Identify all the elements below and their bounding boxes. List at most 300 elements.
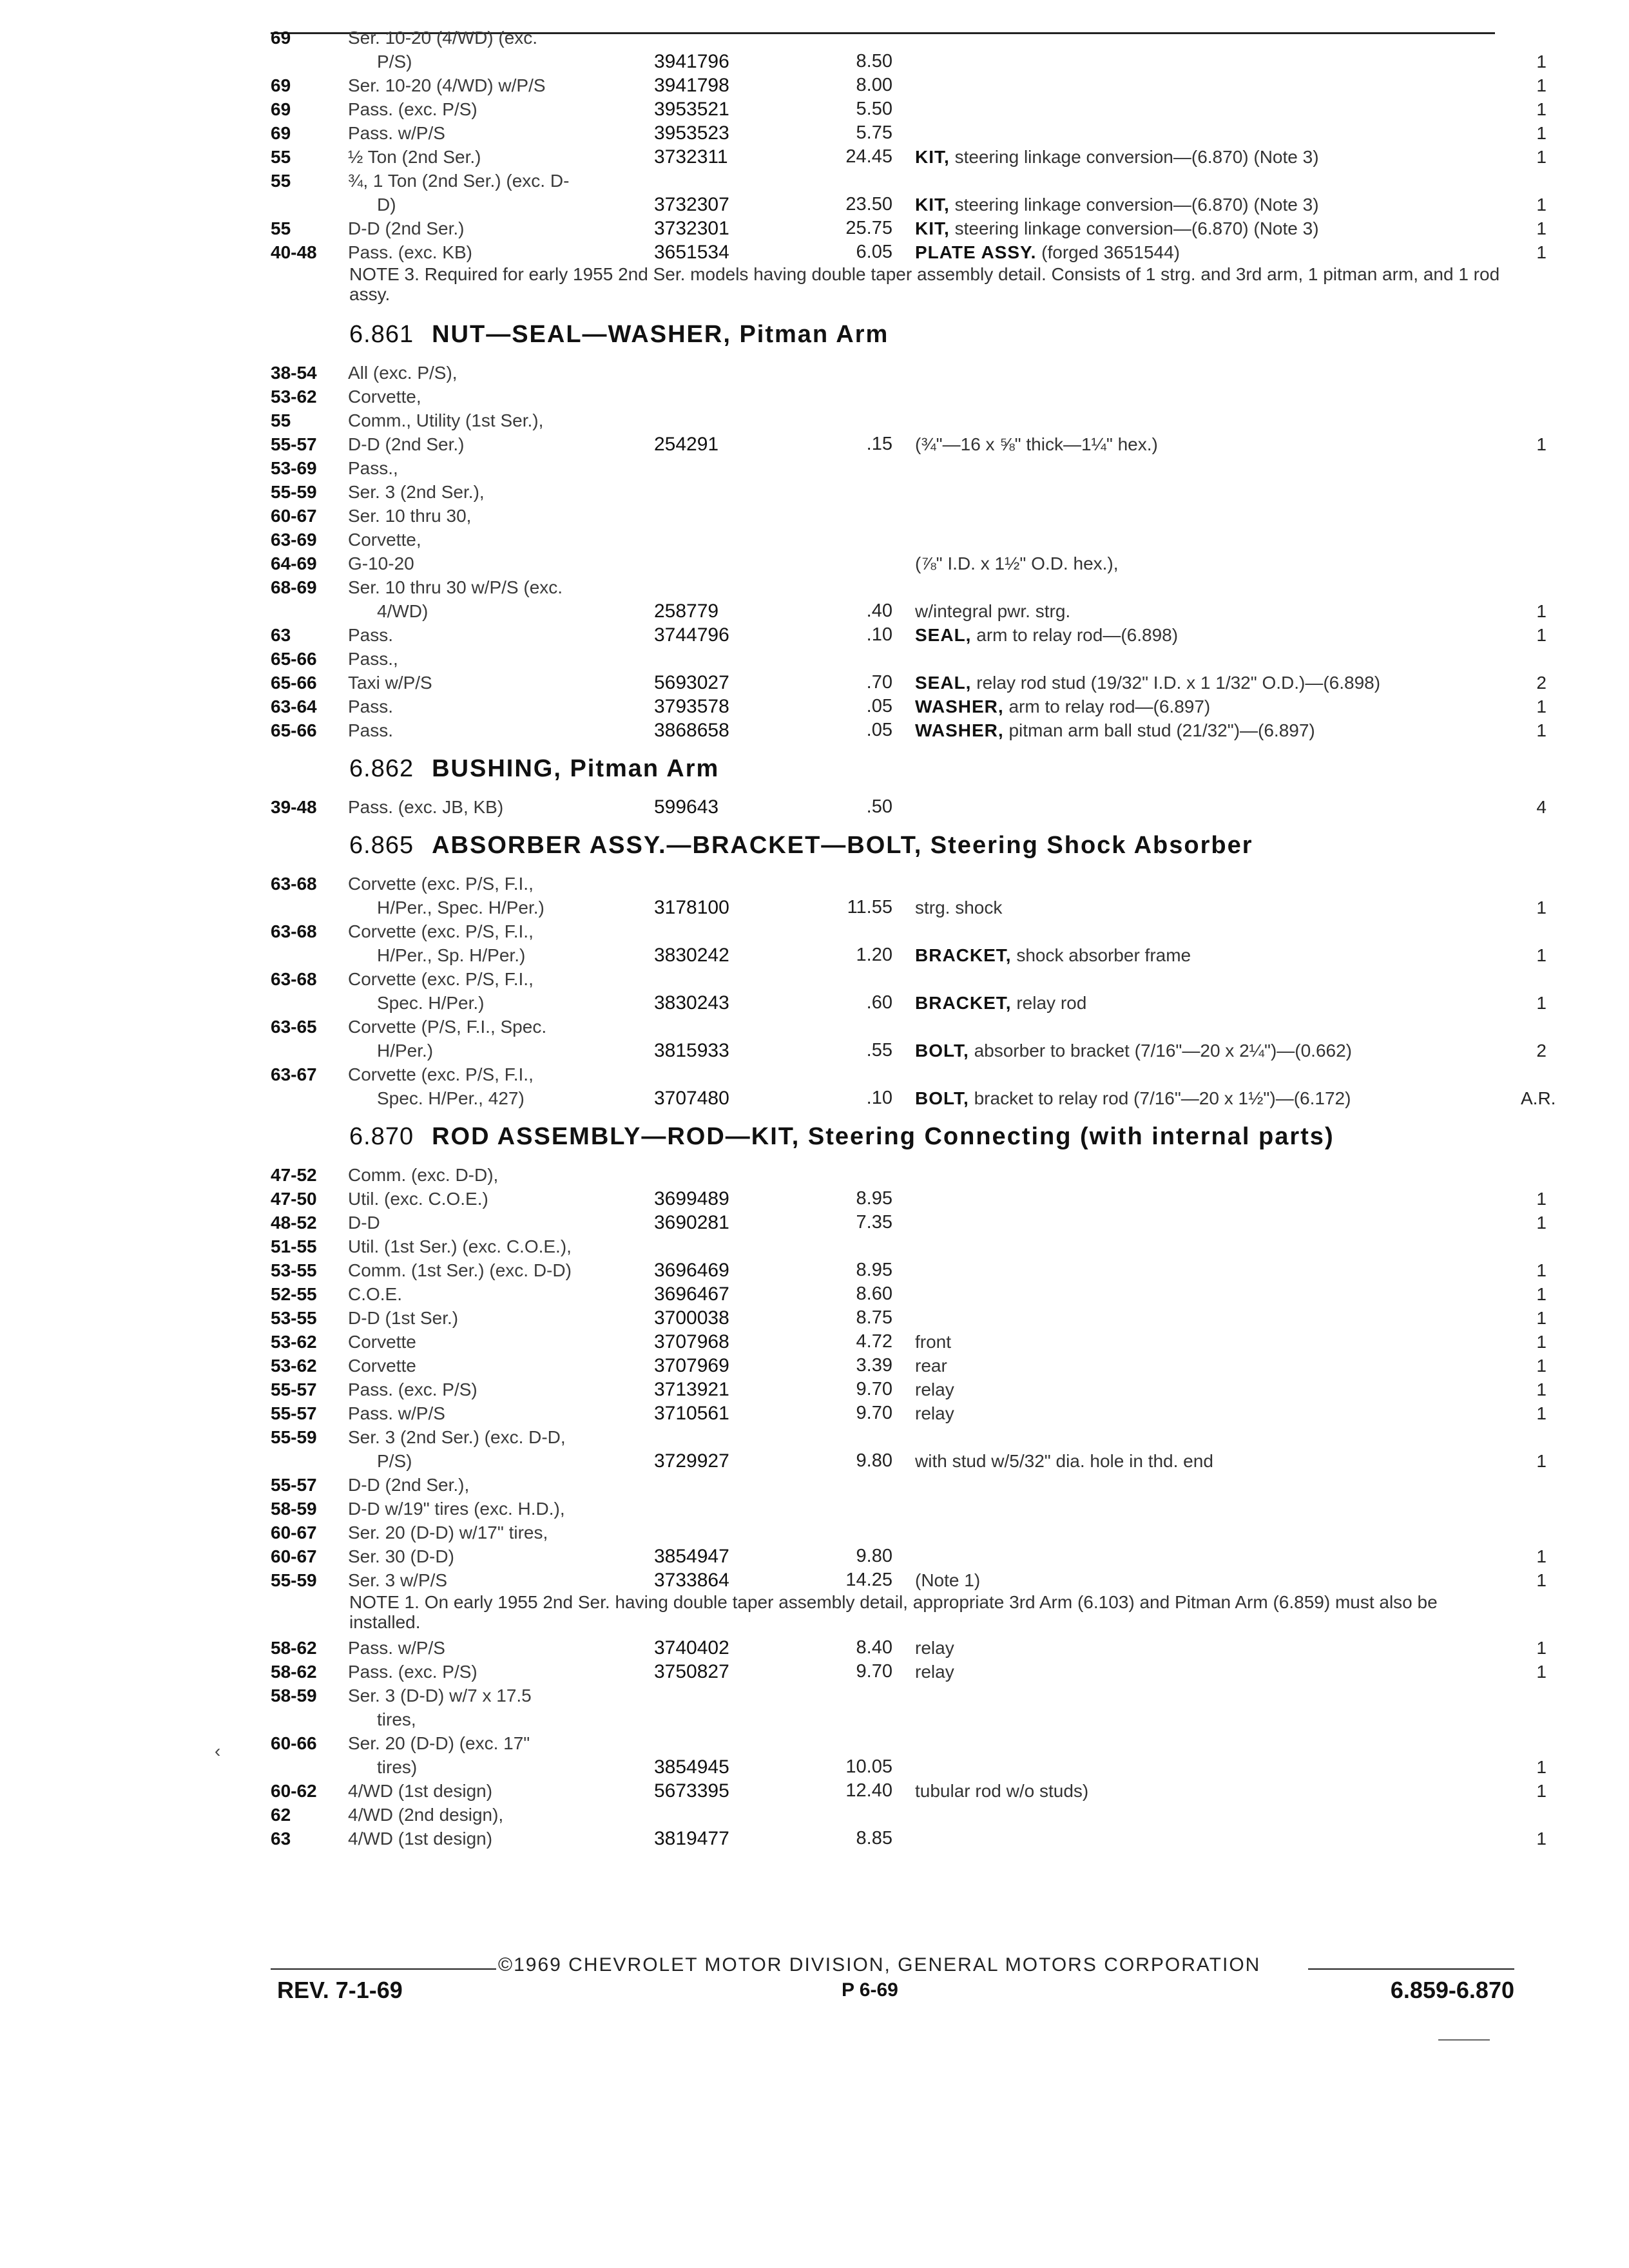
model-years: 48-52: [271, 1213, 317, 1233]
application-text: tires,: [377, 1709, 416, 1729]
quantity: 1: [1536, 123, 1547, 143]
part-number: 3713921: [654, 1379, 729, 1400]
parts-row: [271, 671, 1547, 695]
parts-row: [271, 1062, 1547, 1086]
application: [348, 1497, 709, 1521]
description: [915, 1039, 1514, 1062]
application-text: Pass.,: [348, 649, 398, 669]
parts-row: [271, 1827, 1547, 1850]
parts-row: [271, 1086, 1556, 1110]
section-title: NUT—SEAL—WASHER, Pitman Arm: [432, 321, 889, 348]
application-text: 4/WD): [377, 601, 429, 621]
parts-row: [271, 1187, 1547, 1211]
list-price: .70: [866, 672, 892, 693]
page-number: P 6-69: [842, 1979, 898, 2001]
parts-row: [271, 1568, 1547, 1592]
description-text: tubular rod w/o studs): [915, 1781, 1089, 1801]
parts-row: [271, 991, 1547, 1015]
quantity: 1: [1536, 1662, 1547, 1682]
list-price: 8.95: [856, 1260, 892, 1280]
parts-row: [271, 121, 1547, 145]
parts-row: [271, 1258, 1547, 1282]
model-years: 55: [271, 171, 291, 191]
application-text: Ser. 3 (2nd Ser.),: [348, 482, 485, 502]
description-text: (¾"—16 x ⅝" thick—1¼" hex.): [915, 434, 1158, 454]
list-price: 9.80: [856, 1546, 892, 1566]
application-text: Ser. 3 w/P/S: [348, 1570, 448, 1590]
part-number: 3696467: [654, 1283, 729, 1305]
quantity: 1: [1536, 625, 1547, 645]
quantity: 1: [1536, 1379, 1547, 1399]
part-number: 3815933: [654, 1040, 729, 1061]
description: [915, 943, 1514, 967]
parts-row: [271, 1803, 1547, 1827]
part-number: 5673395: [654, 1780, 729, 1802]
model-years: 63-68: [271, 969, 317, 989]
list-price: .05: [866, 720, 892, 740]
parts-row: [271, 145, 1547, 169]
parts-row: [271, 1330, 1547, 1354]
part-number: 3732307: [654, 194, 729, 215]
parts-row: [271, 216, 1547, 240]
part-number: 3696469: [654, 1260, 729, 1281]
description-text: shock absorber frame: [1016, 945, 1191, 965]
description-keyword: WASHER,: [915, 697, 1004, 716]
parts-row: [271, 1378, 1547, 1401]
description-keyword: PLATE ASSY.: [915, 242, 1037, 262]
model-years: 58-62: [271, 1638, 317, 1658]
list-price: .10: [866, 624, 892, 645]
model-years: 63-65: [271, 1017, 317, 1037]
description-keyword: SEAL,: [915, 673, 972, 693]
application-text: Ser. 3 (2nd Ser.) (exc. D-D,: [348, 1427, 566, 1447]
list-price: 4.72: [856, 1331, 892, 1352]
description-keyword: KIT,: [915, 218, 950, 238]
footer-rule-right: [1308, 1968, 1514, 1970]
quantity: 1: [1536, 1308, 1547, 1328]
parts-row: [271, 408, 1547, 432]
list-price: 8.60: [856, 1283, 892, 1304]
list-price: 6.05: [856, 242, 892, 262]
list-price: .40: [866, 601, 892, 621]
application-text: Corvette (P/S, F.I., Spec.: [348, 1017, 547, 1037]
model-years: 55: [271, 410, 291, 430]
part-number: 3707968: [654, 1331, 729, 1352]
application: [348, 1731, 709, 1755]
model-years: 55-57: [271, 1475, 317, 1495]
list-price: 3.39: [856, 1355, 892, 1376]
application-text: ½ Ton (2nd Ser.): [348, 147, 481, 167]
parts-row: [271, 456, 1547, 480]
model-years: 58-59: [271, 1499, 317, 1519]
list-price: 24.45: [845, 146, 892, 167]
part-number: 3868658: [654, 720, 729, 741]
part-number: 5693027: [654, 672, 729, 693]
footer-rule-left: [271, 1968, 496, 1970]
catalog-section: [271, 819, 1556, 1110]
model-years: 53-55: [271, 1260, 317, 1280]
parts-row: [271, 1779, 1547, 1803]
section-number: 6.865: [349, 832, 414, 859]
application-text: D-D (2nd Ser.): [348, 218, 465, 238]
model-years: 52-55: [271, 1284, 317, 1304]
part-number: 3854947: [654, 1546, 729, 1567]
application: [348, 1707, 738, 1731]
application-text: Corvette (exc. P/S, F.I.,: [348, 969, 534, 989]
part-number: 3690281: [654, 1212, 729, 1233]
part-number: 3700038: [654, 1307, 729, 1329]
list-price: .60: [866, 992, 892, 1013]
scan-mark: [1438, 2039, 1490, 2041]
description-text: relay rod: [1016, 993, 1087, 1013]
description-text: arm to relay rod—(6.897): [1008, 697, 1211, 716]
quantity: 1: [1536, 898, 1547, 918]
application: [348, 872, 709, 896]
application-text: Corvette: [348, 1332, 416, 1352]
application: [348, 919, 709, 943]
quantity: 1: [1536, 601, 1547, 621]
section-heading: [271, 819, 1547, 872]
revision-date: REV. 7-1-69: [277, 1977, 403, 2003]
quantity: 1: [1536, 697, 1547, 716]
description-text: relay: [915, 1403, 954, 1423]
parts-row: [271, 1707, 1547, 1731]
description: [915, 1401, 1514, 1425]
list-price: 5.50: [856, 99, 892, 119]
parts-row: [271, 432, 1547, 456]
description: [915, 1779, 1514, 1803]
model-years: 60-67: [271, 1523, 317, 1542]
description-text: steering linkage conversion—(6.870) (Note 3): [954, 147, 1319, 167]
description: [915, 991, 1514, 1015]
description-text: (Note 1): [915, 1570, 981, 1590]
model-years: 58-62: [271, 1662, 317, 1682]
section-title: ABSORBER ASSY.—BRACKET—BOLT, Steering Shock Absorber: [432, 832, 1253, 859]
application-text: Pass.: [348, 720, 394, 740]
description-keyword: SEAL,: [915, 625, 972, 645]
model-years: 63-64: [271, 697, 317, 716]
parts-row: [271, 1521, 1547, 1544]
description-text: front: [915, 1332, 952, 1352]
model-years: 60-62: [271, 1781, 317, 1801]
application-text: Comm., Utility (1st Ser.),: [348, 410, 544, 430]
parts-row: [271, 504, 1547, 528]
parts-row: [271, 1401, 1547, 1425]
model-years: 55: [271, 218, 291, 238]
parts-row: [271, 552, 1547, 575]
quantity: 1: [1536, 52, 1547, 72]
description: [915, 1086, 1514, 1110]
application-text: Corvette: [348, 1356, 416, 1376]
model-years: 55-57: [271, 434, 317, 454]
application-text: Pass.: [348, 697, 394, 716]
description-text: steering linkage conversion—(6.870) (Note 3): [954, 195, 1319, 215]
description: [915, 552, 1514, 575]
description-keyword: KIT,: [915, 195, 950, 215]
section-title: BUSHING, Pitman Arm: [432, 755, 720, 782]
description-text: relay: [915, 1379, 954, 1399]
quantity: 1: [1536, 1284, 1547, 1304]
parts-row: [271, 1039, 1547, 1062]
application-text: Ser. 20 (D-D) (exc. 17": [348, 1733, 530, 1753]
description-text: arm to relay rod—(6.898): [976, 625, 1179, 645]
application-text: D-D (2nd Ser.): [348, 434, 465, 454]
application-text: Pass. (exc. P/S): [348, 1662, 477, 1682]
part-number: 3793578: [654, 696, 729, 717]
application-text: H/Per.): [377, 1041, 434, 1061]
application-text: H/Per., Spec. H/Per.): [377, 898, 545, 918]
quantity: 1: [1536, 1356, 1547, 1376]
parts-row: [271, 943, 1547, 967]
description-text: bracket to relay rod (7/16"—20 x 1½")—(6.172): [974, 1088, 1351, 1108]
list-price: .10: [866, 1088, 892, 1108]
list-price: 9.70: [856, 1379, 892, 1399]
model-years: 47-50: [271, 1189, 317, 1209]
part-number: 3819477: [654, 1828, 729, 1849]
parts-row: [271, 896, 1547, 919]
model-years: 58-59: [271, 1686, 317, 1706]
application-text: Ser. 30 (D-D): [348, 1546, 454, 1566]
parts-row: [271, 695, 1547, 718]
application-text: Pass. w/P/S: [348, 1403, 445, 1423]
application-text: Corvette,: [348, 530, 421, 550]
model-years: 53-62: [271, 1356, 317, 1376]
quantity: 4: [1536, 797, 1547, 817]
description: [915, 1378, 1514, 1401]
parts-row: [271, 575, 1547, 599]
application-text: D-D (2nd Ser.),: [348, 1475, 470, 1495]
application-text: Spec. H/Per., 427): [377, 1088, 525, 1108]
list-price: .55: [866, 1040, 892, 1061]
application: [348, 408, 709, 432]
part-number: 3941798: [654, 75, 729, 96]
section-number: 6.870: [349, 1123, 414, 1150]
quantity: 1: [1536, 75, 1547, 95]
parts-row: [271, 647, 1547, 671]
description: [915, 1449, 1514, 1473]
application: [348, 480, 709, 504]
model-years: 40-48: [271, 242, 317, 262]
catalog-section: [271, 1110, 1547, 1850]
application-text: Pass. w/P/S: [348, 123, 445, 143]
parts-row: [271, 967, 1547, 991]
section-heading: [271, 1110, 1547, 1163]
application-text: P/S): [377, 1451, 412, 1471]
quantity: 2: [1536, 673, 1547, 693]
model-years: 69: [271, 75, 291, 95]
quantity: 1: [1536, 434, 1547, 454]
description-text: w/integral pwr. strg.: [915, 601, 1071, 621]
description-text: relay: [915, 1638, 954, 1658]
application-text: 4/WD (2nd design),: [348, 1805, 504, 1825]
part-number: 3732301: [654, 218, 729, 239]
description-keyword: BRACKET,: [915, 945, 1012, 965]
part-number: 3830242: [654, 945, 729, 966]
parts-row: [271, 1306, 1547, 1330]
model-years: 55-59: [271, 1427, 317, 1447]
parts-row: [271, 718, 1547, 742]
model-years: 65-66: [271, 720, 317, 740]
quantity: 1: [1536, 1260, 1547, 1280]
application: [348, 385, 709, 408]
application-text: All (exc. P/S),: [348, 363, 458, 383]
section-heading: [271, 308, 1547, 361]
model-years: 60-66: [271, 1733, 317, 1753]
model-years: 53-55: [271, 1308, 317, 1328]
description-text: absorber to bracket (7/16"—20 x 2¼")—(0.662): [974, 1041, 1352, 1061]
description: [915, 896, 1514, 919]
section-number: 6.861: [349, 321, 414, 348]
parts-row: [271, 169, 1547, 193]
part-number: 599643: [654, 796, 719, 818]
application-text: Corvette (exc. P/S, F.I.,: [348, 1064, 534, 1084]
application: [348, 504, 709, 528]
list-price: 9.70: [856, 1661, 892, 1682]
quantity: 1: [1536, 1638, 1547, 1658]
list-price: 5.75: [856, 122, 892, 143]
application-text: Ser. 10 thru 30,: [348, 506, 472, 526]
application-text: H/Per., Sp. H/Per.): [377, 945, 526, 965]
list-price: 10.05: [845, 1756, 892, 1777]
model-years: 65-66: [271, 649, 317, 669]
quantity: 1: [1536, 1781, 1547, 1801]
part-number: 3707480: [654, 1088, 729, 1109]
list-price: 8.50: [856, 51, 892, 72]
application: [348, 1163, 709, 1187]
application-text: Ser. 20 (D-D) w/17" tires,: [348, 1523, 548, 1542]
parts-row: [271, 623, 1547, 647]
catalog-section: [271, 742, 1547, 819]
list-price: 9.80: [856, 1450, 892, 1471]
application-text: Pass.: [348, 625, 394, 645]
parts-row: [271, 361, 1547, 385]
description: [915, 623, 1514, 647]
quantity: 1: [1536, 1189, 1547, 1209]
description: [915, 599, 1514, 623]
application-text: D-D: [348, 1213, 380, 1233]
application: [348, 552, 709, 575]
model-years: 69: [271, 123, 291, 143]
part-number: 3729927: [654, 1450, 729, 1472]
application-text: Corvette,: [348, 387, 421, 407]
application-text: Spec. H/Per.): [377, 993, 485, 1013]
part-number: 3744796: [654, 624, 729, 646]
part-number: 258779: [654, 601, 719, 622]
list-price: 1.20: [856, 945, 892, 965]
parts-row: [271, 1684, 1547, 1707]
model-years: 63-69: [271, 530, 317, 550]
model-years: 55-57: [271, 1403, 317, 1423]
copyright-text: ©1969 CHEVROLET MOTOR DIVISION, GENERAL MOTORS CORPORATION: [498, 1954, 1261, 1975]
application-text: Pass.,: [348, 458, 398, 478]
parts-row: [271, 1660, 1547, 1684]
application-text: Corvette (exc. P/S, F.I.,: [348, 921, 534, 941]
part-number: 3953521: [654, 99, 729, 120]
part-number: 3732311: [654, 146, 728, 168]
parts-row: [271, 1449, 1547, 1473]
application-text: Taxi w/P/S: [348, 673, 432, 693]
copyright-line: [271, 1954, 1514, 1976]
description-text: (⅞" I.D. x 1½" O.D. hex.),: [915, 553, 1119, 573]
application-text: ¾, 1 Ton (2nd Ser.) (exc. D-: [348, 171, 570, 191]
parts-row: [271, 1282, 1547, 1306]
application-text: Pass. w/P/S: [348, 1638, 445, 1658]
parts-row: [271, 919, 1547, 943]
section-title: ROD ASSEMBLY—ROD—KIT, Steering Connecting (with internal parts): [432, 1123, 1335, 1150]
model-years: 55-59: [271, 482, 317, 502]
list-price: 8.75: [856, 1307, 892, 1328]
catalog-section: [271, 308, 1547, 742]
application: [348, 361, 709, 385]
quantity: 1: [1536, 99, 1547, 119]
application-text: C.O.E.: [348, 1284, 403, 1304]
margin-mark: ‹: [215, 1741, 221, 1761]
model-years: 51-55: [271, 1236, 317, 1256]
parts-row: [271, 193, 1547, 216]
application: [348, 528, 709, 552]
model-years: 65-66: [271, 673, 317, 693]
application-text: Ser. 3 (D-D) w/7 x 17.5: [348, 1686, 532, 1706]
application-text: Corvette (exc. P/S, F.I.,: [348, 874, 534, 894]
application-text: Util. (1st Ser.) (exc. C.O.E.),: [348, 1236, 572, 1256]
description-keyword: BRACKET,: [915, 993, 1012, 1013]
description: [915, 193, 1514, 216]
application-text: Pass. (exc. KB): [348, 242, 472, 262]
parts-row: [271, 50, 1547, 73]
part-number: 3750827: [654, 1661, 729, 1682]
list-price: .15: [866, 434, 892, 454]
application-text: Pass. (exc. JB, KB): [348, 797, 504, 817]
list-price: 23.50: [845, 194, 892, 215]
parts-row: [271, 1473, 1547, 1497]
part-number: 3710561: [654, 1403, 729, 1424]
list-price: 8.85: [856, 1828, 892, 1849]
description: [915, 216, 1514, 240]
quantity: 1: [1536, 1451, 1547, 1471]
parts-row: [271, 528, 1547, 552]
parts-row: [271, 1755, 1547, 1779]
description: [915, 432, 1514, 456]
parts-row: [271, 1425, 1547, 1449]
parts-row: [271, 73, 1547, 97]
application: [348, 26, 709, 50]
description-text: pitman arm ball stud (21/32")—(6.897): [1008, 720, 1315, 740]
application-text: Ser. 10-20 (4/WD) w/P/S: [348, 75, 546, 95]
model-years: 60-67: [271, 1546, 317, 1566]
application-text: Pass. (exc. P/S): [348, 99, 477, 119]
model-years: 63-68: [271, 874, 317, 894]
description-text: with stud w/5/32" dia. hole in thd. end: [915, 1451, 1213, 1471]
part-number: 3854945: [654, 1756, 729, 1778]
application-text: Ser. 10 thru 30 w/P/S (exc.: [348, 577, 563, 597]
part-number: 3733864: [654, 1570, 729, 1591]
description: [915, 1660, 1514, 1684]
model-years: 53-69: [271, 458, 317, 478]
list-price: 8.95: [856, 1188, 892, 1209]
parts-row: [271, 1015, 1547, 1039]
application: [348, 1425, 709, 1449]
description-keyword: BOLT,: [915, 1088, 969, 1108]
application: [348, 967, 709, 991]
quantity: 1: [1536, 242, 1547, 262]
parts-row: [271, 872, 1547, 896]
list-price: 11.55: [847, 897, 892, 918]
quantity: 1: [1536, 1403, 1547, 1423]
model-years: 69: [271, 28, 291, 48]
description-text: rear: [915, 1356, 947, 1376]
parts-row: [271, 1354, 1547, 1378]
model-years: 64-69: [271, 553, 317, 573]
